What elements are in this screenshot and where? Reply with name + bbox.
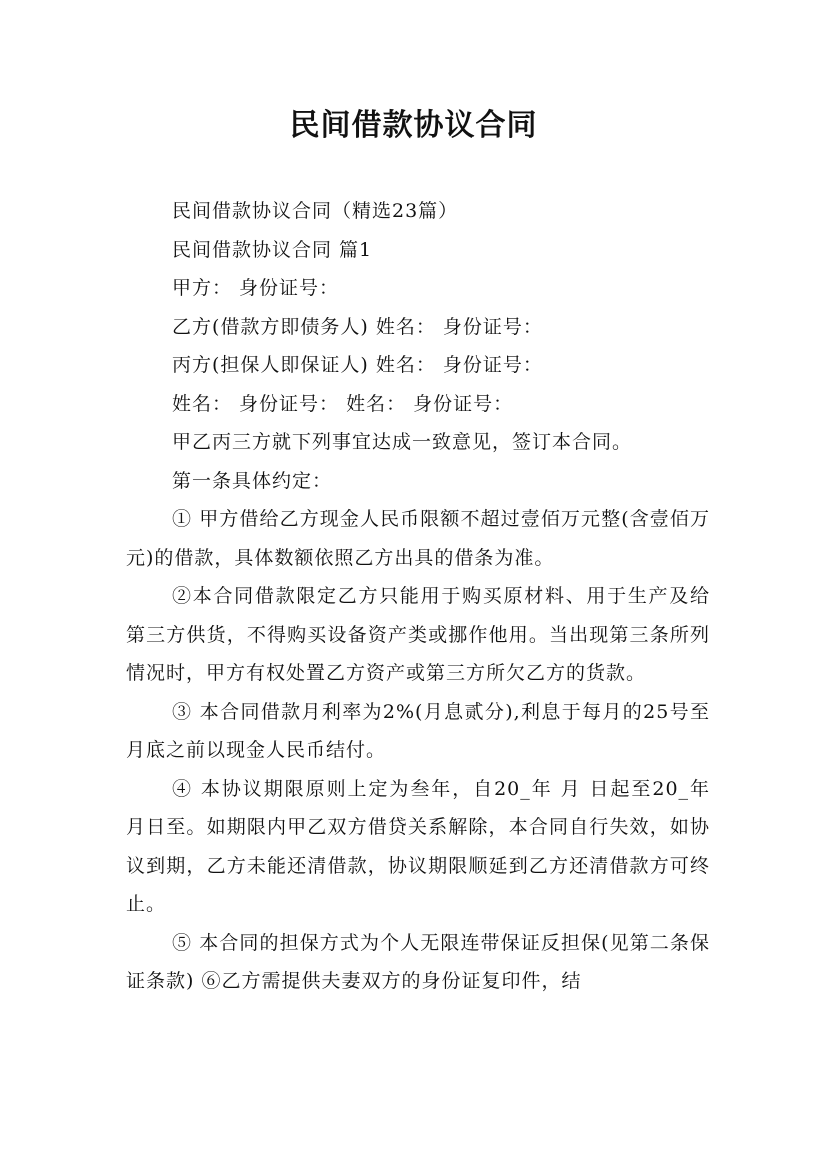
extra-names-line: 姓名： 身份证号： 姓名： 身份证号： <box>172 392 514 415</box>
section-heading: 民间借款协议合同 篇1 <box>172 238 373 261</box>
clause-5: ⑤ 本合同的担保方式为个人无限连带保证反担保(见第二条保证条款) ⑥乙方需提供夫妻双方的身份证复印件，结 <box>126 931 710 992</box>
article-one-heading: 第一条具体约定： <box>172 469 333 492</box>
clause-3: ③ 本合同借款月利率为2%(月息贰分),利息于每月的25号至月底之前以现金人民币结付。 <box>126 700 710 761</box>
document-title: 民间借款协议合同 <box>289 108 538 143</box>
clause-1: ① 甲方借给乙方现金人民币限额不超过壹佰万元整(含壹佰万元)的借款，具体数额依照乙方出具的借条为准。 <box>126 508 710 569</box>
document-body <box>126 192 710 1001</box>
clause-4: ④ 本协议期限原则上定为叁年，自20_年 月 日起至20_年 月日至。如期限内甲乙双方借贷关系解除，本合同自行失效，如协议到期，乙方未能还清借款，协议期限顺延到乙方还清借款方可终止。 <box>126 777 710 915</box>
subtitle-line: 民间借款协议合同（精选23篇） <box>172 200 459 222</box>
party-b-line: 乙方(借款方即债务人) 姓名： 身份证号： <box>172 315 543 338</box>
clause-2: ②本合同借款限定乙方只能用于购买原材料、用于生产及给第三方供货，不得购买设备资产类或挪作他用。当出现第三条所列情况时，甲方有权处置乙方资产或第三方所欠乙方的货款。 <box>126 585 710 684</box>
party-c-line: 丙方(担保人即保证人) 姓名： 身份证号： <box>172 354 543 376</box>
agreement-statement: 甲乙丙三方就下列事宜达成一致意见，签订本合同。 <box>172 431 633 453</box>
party-a-line: 甲方： 身份证号： <box>172 277 340 299</box>
